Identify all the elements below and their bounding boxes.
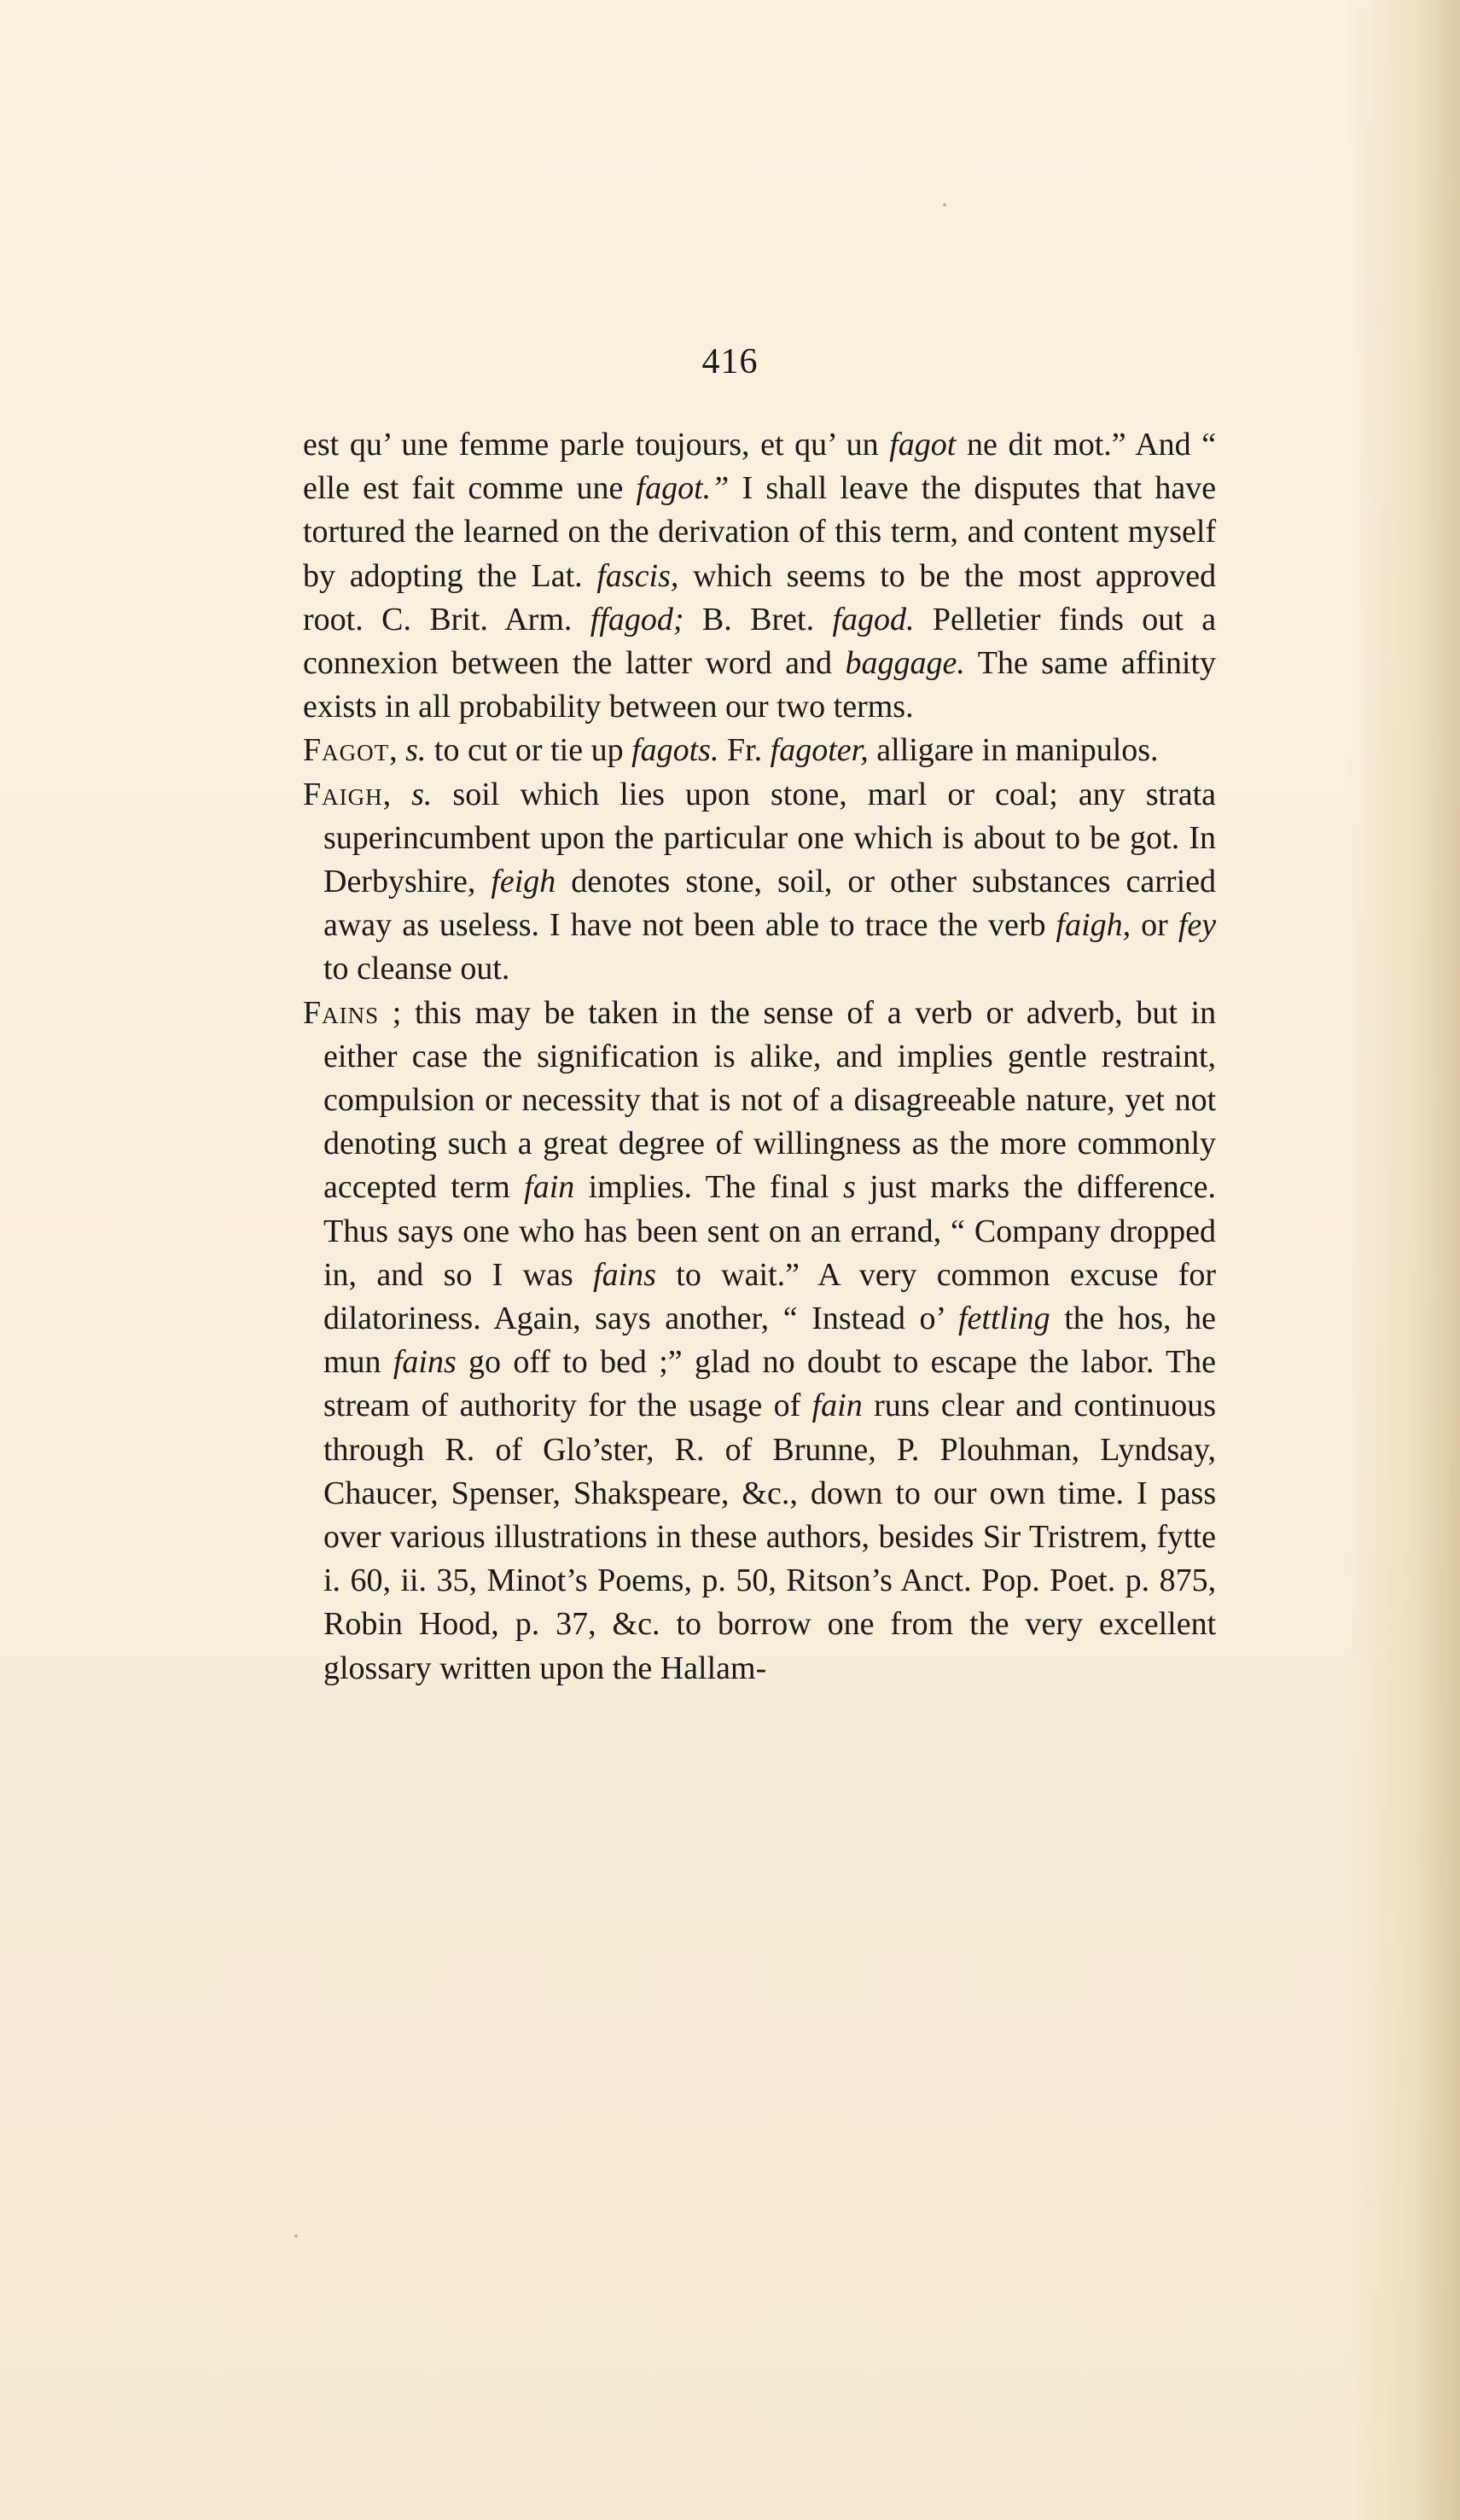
glossary-entry-faigh: Faigh, s. soil which lies upon stone, marl or coal; any strata superincumbent upon the particular one which is about to be got. In Derbyshire, feigh denotes stone, soil, or other substances carried away as useless. I have not been able to trace the verb faigh, or fey to cleanse out. (303, 776, 1217, 987)
entry-headword: Fagot (303, 732, 390, 769)
paper-speck (294, 2234, 298, 2238)
paper-speck (943, 203, 946, 207)
entry-headword: Fains (303, 994, 380, 1031)
entry-headword: Faigh (303, 776, 383, 812)
page-number: 416 (701, 342, 759, 381)
entry-text: this may be taken in the sense of a verb or adverb, but in either case the signification is alike, and implies gentle restraint, compulsion or necessity that is not of a disagreeable nature, yet not denoting such a great degree of willingness as the more commonly accepted term fain implies. The final s just marks the difference. Thus says one who has been sent on an errand, “ Company dropped in, and so I was fains to wait.” A very common excuse for dilatoriness. Again, says another, “ Instead o’ fettling the hos, he mun fains go off to bed ;” glad no doubt to escape the labor. The stream of authority for the usage of fain runs clear and continuous through R. of Glo’ster, R. of Brunne, P. Plouhman, Lyndsay, Chaucer, Spenser, Shakspeare, &c., down to our own time. I pass over various illustrations in these authors, besides Sir Tristrem, fytte i. 60, ii. 35, Minot’s Poems, p. 50, Ritson’s Anct. Pop. Poet. p. 875, Robin Hood, p. 37, &c. to borrow one from the very excellent glossary written upon the Hallam- (323, 994, 1217, 1686)
entry-pos: s. (411, 776, 433, 812)
glossary-entry-fains: Fains ; this may be taken in the sense of a verb or adverb, but in either case the signification is alike, and implies gentle restraint, compulsion or necessity that is not of a disagreeable nature, yet not denoting such a great degree of willingness as the more commonly accepted term fain implies. The final s just marks the difference. Thus says one who has been sent on an errand, “ Company dropped in, and so I was fains to wait.” A very common excuse for dilatoriness. Again, says another, “ Instead o’ fettling the hos, he mun fains go off to bed ;” glad no doubt to escape the labor. The stream of authority for the usage of fain runs clear and continuous through R. of Glo’ster, R. of Brunne, P. Plouhman, Lyndsay, Chaucer, Spenser, Shakspeare, &c., down to our own time. I pass over various illustrations in these authors, besides Sir Tristrem, fytte i. 60, ii. 35, Minot’s Poems, p. 50, Ritson’s Anct. Pop. Poet. p. 875, Robin Hood, p. 37, &c. to borrow one from the very excellent glossary written upon the Hallam- (303, 994, 1217, 1686)
body-text (303, 423, 1216, 1691)
entry-text: to cut or tie up fagots. Fr. fagoter, alligare in manipulos. (433, 732, 1159, 769)
intro-paragraph: est qu’ une femme parle toujours, et qu’ un fagot ne dit mot.” And “ elle est fait comme une fagot.” I shall leave the disputes that have tortured the learned on the derivation of this term, and content myself by adopting the Lat. fascis, which seems to be the most approved root. C. Brit. Arm. ffagod; B. Bret. fagod. Pelletier finds out a connexion between the latter word and baggage. The same affinity exists in all probability between our two terms. (303, 427, 1217, 725)
entry-pos: s. (405, 732, 427, 769)
entry-text: soil which lies upon stone, marl or coal; any strata superincumbent upon the particular one which is about to be got. In Derbyshire, feigh denotes stone, soil, or other substances carried away as useless. I have not been able to trace the verb faigh, or fey to cleanse out. (323, 776, 1217, 987)
glossary-entry-fagot: Fagot, s. to cut or tie up fagots. Fr. fagoter, alligare in manipulos. (303, 732, 1159, 769)
